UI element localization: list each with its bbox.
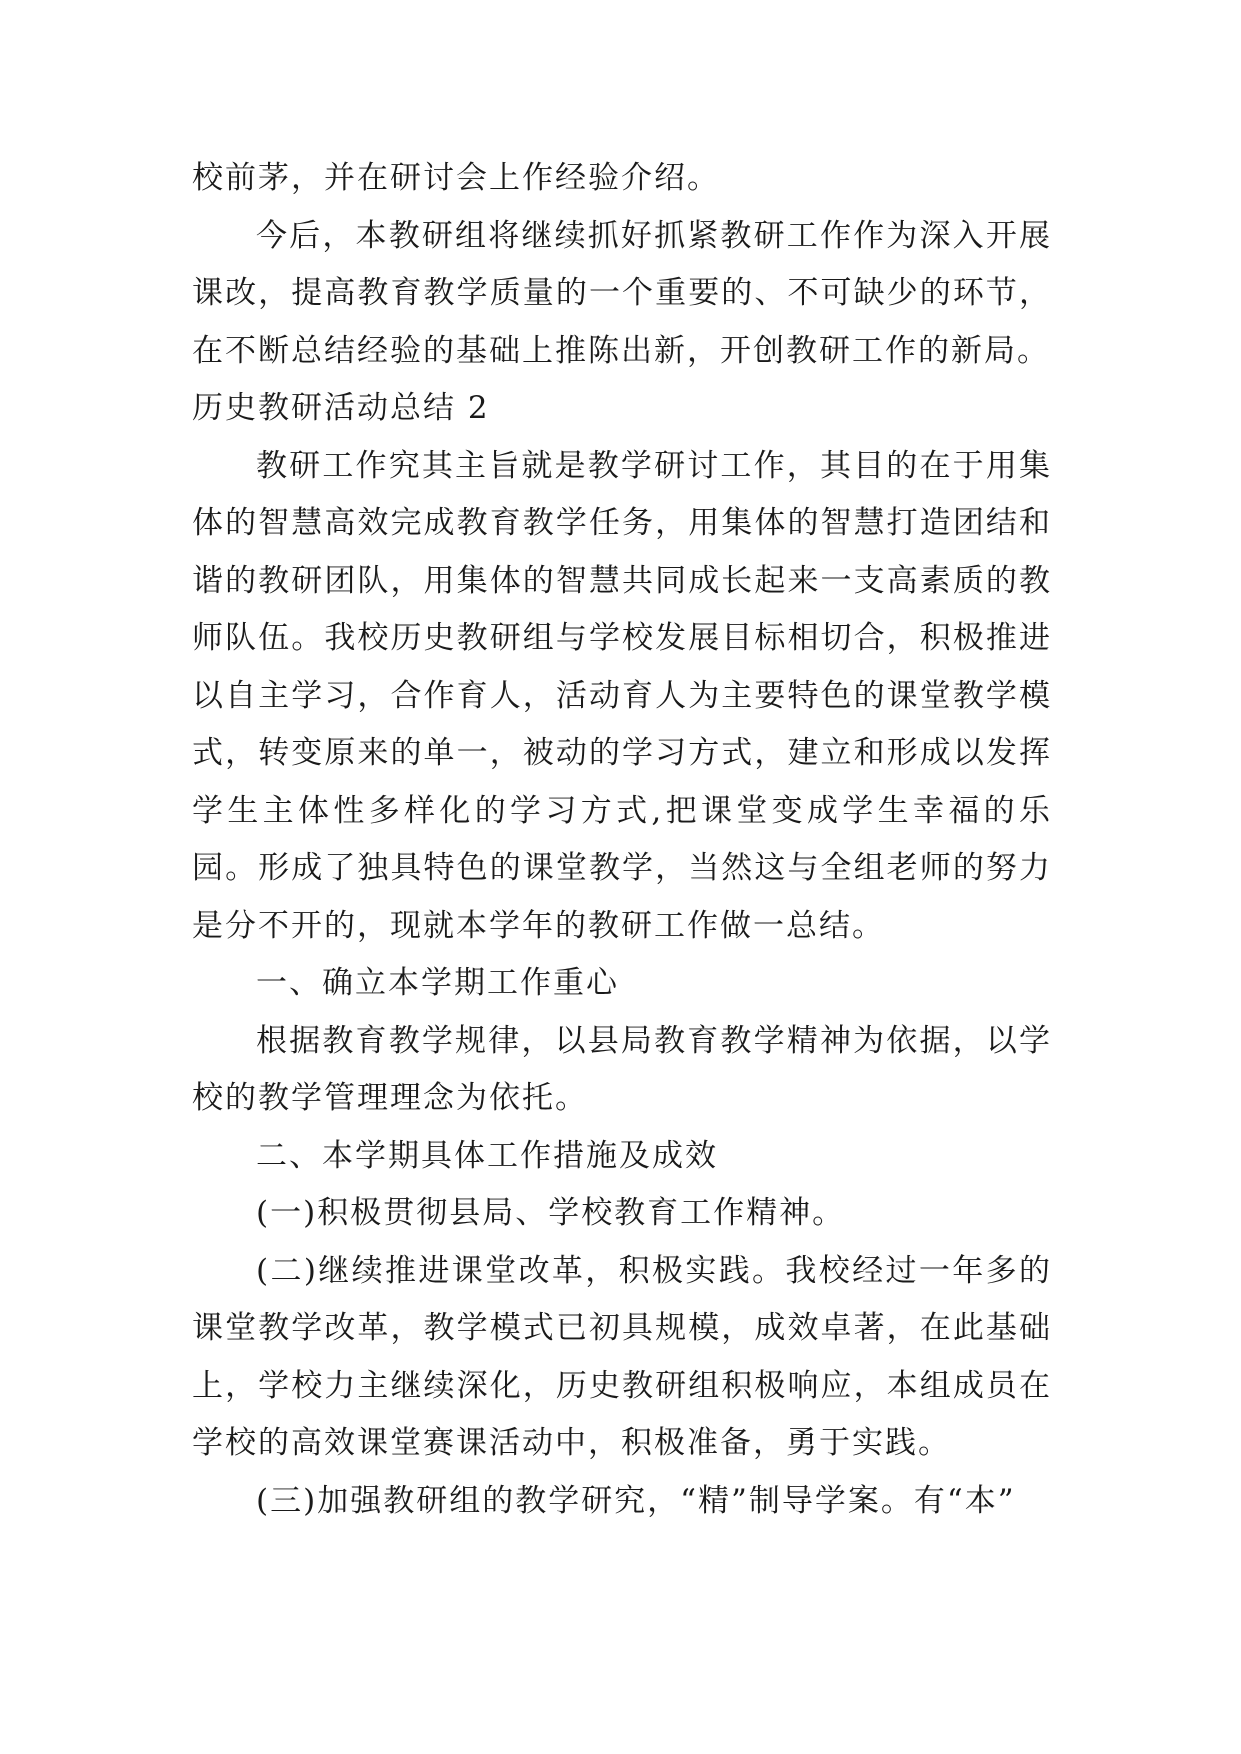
document-body [192, 150, 1052, 1530]
list-item-3: (三)加强教研组的教学研究，“精”制导学案。有“本” [256, 1482, 1016, 1519]
paragraph-future-plan: 今后，本教研组将继续抓好抓紧教研工作作为深入开展课改，提高教育教学质量的一个重要的、不可缺少的环节，在不断总结经验的基础上推陈出新，开创教研工作的新局。 [192, 217, 1052, 369]
paragraph-basis: 根据教育教学规律，以县局教育教学精神为依据，以学校的教学管理理念为依托。 [192, 1022, 1052, 1116]
paragraph-intro: 教研工作究其主旨就是教学研讨工作，其目的在于用集体的智慧高效完成教育教学任务，用集体的智慧打造团结和谐的教研团队，用集体的智慧共同成长起来一支高素质的教师队伍。我校历史教研组与学校发展目标相切合，积极推进以自主学习，合作育人，活动育人为主要特色的课堂教学模式，转变原来的单一，被动的学习方式，建立和形成以发挥学生主体性多样化的学习方式,把课堂变成学生幸福的乐园。形成了独具特色的课堂教学，当然这与全组老师的努力是分不开的，现就本学年的教研工作做一总结。 [192, 447, 1052, 944]
section-title: 历史教研活动总结 2 [192, 390, 490, 426]
paragraph-continuation: 校前茅，并在研讨会上作经验介绍。 [192, 160, 720, 196]
list-item-2: (二)继续推进课堂改革，积极实践。我校经过一年多的课堂教学改革，教学模式已初具规模，成效卓著，在此基础上，学校力主继续深化，历史教研组积极响应，本组成员在学校的高效课堂赛课活动中，积极准备，勇于实践。 [192, 1252, 1052, 1461]
heading-measures: 二、本学期具体工作措施及成效 [256, 1137, 718, 1174]
list-item-1: (一)积极贯彻县局、学校教育工作精神。 [256, 1195, 846, 1231]
heading-focus: 一、确立本学期工作重心 [256, 965, 619, 1001]
